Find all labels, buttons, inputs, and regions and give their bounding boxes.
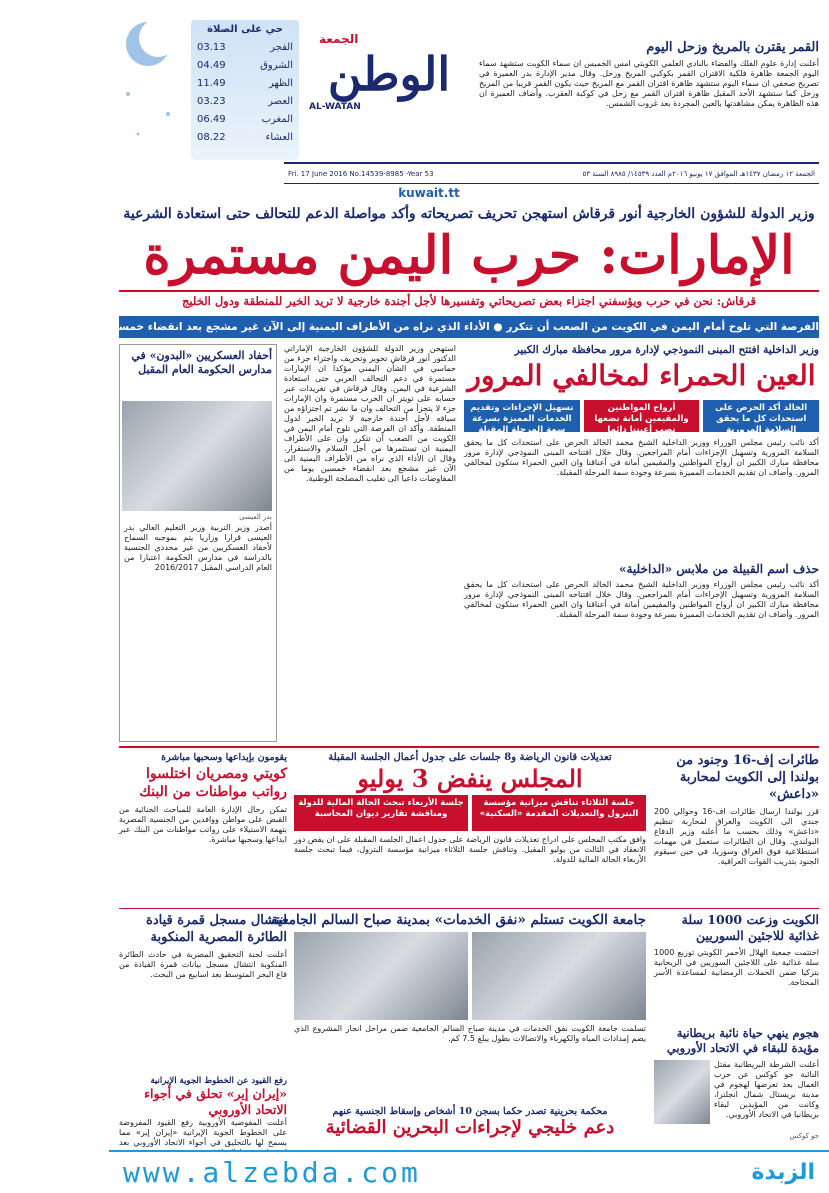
prayer-row: [197, 75, 293, 93]
iran-story: [119, 1076, 287, 1146]
prayer-time: 06.49: [197, 114, 226, 125]
traffic-kicker: وزير الداخلية افتتح المبنى النموذجي لإدارة مرور محافظة مبارك الكبير: [514, 344, 819, 356]
f16-body: قرر بولندا ارسال طائرات اف-16 وحوالي 200 جندي الى الكويت والعراق لمحاربة تنظيم «داعش» وذلك بحسب ما أعلنه وزير الدفاع البولندي. وقال ان الطائرات ستعمل في مهمات استطلاعية فوق العراق وسوريا، في حين سيقوم الجنود بتدريب القوات العراقية.: [654, 807, 820, 866]
prayer-time: 04.49: [197, 60, 226, 71]
prayer-name: العشاء: [265, 132, 293, 143]
prayer-time: 11.49: [197, 78, 226, 89]
prayer-row: [197, 93, 293, 111]
sidebar-headline: أحفاد العسكريين «البدون» في مدارس الحكومة العام المقبل: [131, 349, 272, 376]
moon-story-headline: القمر يقترن بالمريخ وزحل اليوم: [646, 40, 819, 55]
refugees-body: اختتمت جمعية الهلال الأحمر الكويتي توزيع 1000 سلة غذائية على اللاجئين السوريين في الريحانية بتركيا ضمن الحملات الرمضانية لمساعدة الأسر المحتاجة.: [654, 948, 819, 987]
prayer-row: [197, 39, 293, 57]
parliament-box-1: جلسة الثلاثاء تناقش ميزانية مؤسسة البترول والتعديلات المقدمة «السكنية»: [472, 795, 646, 831]
bullet-icon: ●: [489, 321, 503, 333]
traffic-story: [464, 344, 819, 744]
divider: [119, 746, 819, 748]
prayer-name: المغرب: [261, 114, 293, 125]
traffic-headline: العين الحمراء لمخالفي المرور: [467, 359, 816, 392]
prayer-name: الشروق: [260, 60, 293, 71]
website-label[interactable]: kuwait.tt: [398, 186, 460, 200]
traffic-subhead: حذف اسم القبيلة من ملابس «الداخلية»: [619, 562, 819, 576]
university-headline: جامعة الكويت تستلم «نفق الخدمات» بمدينة صباح السالم الجامعية: [270, 912, 646, 928]
university-photos: [294, 932, 646, 1020]
date-english: Fri. 17 June 2016 No.14539-8985 -Year 53: [288, 169, 434, 178]
prayer-name: الفجر: [270, 42, 293, 53]
footer-brand-text: الزبدة: [751, 1160, 815, 1185]
bank-kicker: يقومون بإيداعها وسحبها مباشرة: [161, 752, 287, 763]
uae-story-body: استهجن وزير الدولة للشؤون الخارجية الإماراتي الدكتور أنور قرقاش تحوير وتحريف واجتزاء جزء من حماسي في الشأن اليمني مؤكدا ان الإمارات مستمرة في دعم التحالف العربي حتى استعادة الشرعية في اليمن. وقال قرقاش في تغريدات عبر حسابه على تويتر ان الحرب مستمرة وان الإمارات جزء لا يتجزأ من التحالف وان ما نشر تم اجتزاؤه من سياقه لأجل أجندة خارجية لا تريد الخير لدول المنطقة. وأكد ان الفرصة التي تلوح أمام اليمن في الكويت من الصعب أن تتكرر وان على الأطراف اليمنية ان تستثمرها من أجل السلام والاستقرار. وقال ان الأداء الذي نراه من الأطراف اليمنية الى الآن غير مشجع بعد انقضاء خمسين يوما من المفاوضات داعيا الى تغليب المصلحة الوطنية.: [284, 344, 456, 483]
parliament-headline: المجلس ينفض 3 يوليو: [357, 764, 583, 793]
parliament-box-2: جلسة الأربعاء تبحث الحالة المالية للدولة ومناقشة تقارير ديوان المحاسبة: [294, 795, 468, 831]
parliament-kicker: تعديلات قانون الرياضة و8 جلسات على جدول أعمال الجلسة المقبلة: [328, 752, 612, 763]
prayer-row: [197, 57, 293, 75]
prayer-row: [197, 111, 293, 129]
prayer-title: حي على الصلاة: [207, 24, 283, 35]
uk-photo: [654, 1060, 710, 1124]
subhead-blue-bar: [0, 316, 819, 338]
day-label: الجمعة: [319, 32, 359, 46]
university-photo-1: [472, 932, 646, 1020]
prayer-time: 03.13: [197, 42, 226, 53]
kicker: وزير الدولة للشؤون الخارجية أنور قرقاش استهجن تحريف تصريحاته وأكد مواصلة الدعم للتحالف حتى استعادة الشرعية: [123, 206, 815, 222]
egyptair-headline: انتشال مسجل قمرة قيادة الطائرة المصرية المنكوبة: [146, 913, 287, 945]
refugees-story: [654, 912, 819, 1022]
traffic-box-2: أرواح المواطنين والمقيمين أمانة نضعها نصب أعيننا دائما: [584, 400, 700, 432]
moon-story-body: أعلنت إدارة علوم الفلك والفضاء بالنادي العلمي الكويتي امس الخميس ان سماء الكويت ستشهد سماء اليوم الجمعة ظاهرة فلكية الاقتران القمر بكوكبي المريخ وزحل. وقال مدير الإدارة بدر العميرة في تصريح صحفي ان سماء اليوم ستشهد ظاهرة اقتران القمر مع المريخ حيث يكون القمر قريبا من المريخ وزحل كما ستشهد الأحد المقبل ظاهرة اقتران القمر مع زحل في كوكبة العقرب. وأضاف العميرة ان هذه الظاهرة يمكن مشاهدتها بالعين المجردة بعد غروب الشمس.: [479, 59, 819, 108]
bahrain-headline: دعم خليجي لإجراءات البحرين القضائية: [325, 1117, 615, 1138]
parliament-body: وافق مكتب المجلس على ادراج تعديلات قانون الرياضة على جدول اعمال الجلسة المقبلة على ان يفض دور الانعقاد في الثالث من يوليو المقبل. وتناقش جلسة الثلاثاء ميزانية مؤسسة البترول، فيما تبحث جلسة الأربعاء الحالة المالية للدولة.: [294, 835, 646, 864]
bahrain-story: [294, 1106, 646, 1146]
prayer-row: [197, 129, 293, 147]
university-body: تسلمت جامعة الكويت نفق الخدمات في مدينة صباح السالم الجامعية ضمن مراحل انجاز المشروع الذي يضم إمدادات المياه والكهرباء والاتصالات بطول يبلغ 7.5 كم.: [294, 1024, 646, 1043]
main-headline: الإمارات: حرب اليمن مستمرة: [143, 225, 795, 286]
date-arabic: الجمعة ١٢ رمضان ١٤٣٧هـ الموافق ١٧ يونيو ٢٠١٦م العدد ١٤٥٣٩/ ٨٩٨٥ السنة ٥٣: [582, 169, 815, 178]
logo: [309, 32, 469, 122]
subhead-blue-1: الفرصة التي تلوح أمام اليمن في الكويت من الصعب أن تتكرر: [506, 321, 819, 333]
traffic-box-1: الخالد أكد الحرص على استحداث كل ما يحقق السلامة المرورية: [703, 400, 819, 432]
sidebar-story: [119, 344, 277, 742]
divider: [119, 908, 819, 909]
parliament-story: [294, 752, 646, 904]
egyptair-body: أعلنت لجنة التحقيق المصرية في حادث الطائرة المنكوبة انتشال مسجل بيانات قمرة القيادة من قاع البحر المتوسط بعد اسابيع من البحث.: [119, 950, 287, 979]
prayer-time: 03.23: [197, 96, 226, 107]
uk-headline: هجوم ينهي حياة نائبة بريطانية مؤيدة للبقاء في الاتحاد الأوروبي: [666, 1026, 819, 1055]
university-story: [270, 912, 646, 1102]
prayer-name: العصر: [268, 96, 293, 107]
bank-body: تمكن رجال الإدارة العامة للمباحث الجنائية من القبض على مواطن ووافدين من الجنسية المصرية بتهمة الاستيلاء على رواتب مواطنات من البنك عبر ايداعها وسحبها مباشرة.: [119, 805, 287, 844]
refugees-headline: الكويت وزعت 1000 سلة غذائية للاجئين السوريين: [681, 912, 819, 943]
traffic-body-continued: أكد نائب رئيس مجلس الوزراء ووزير الداخلية الشيخ محمد الخالد الحرص على استحداث كل ما يحقق السلامة المرورية وتسهيل الإجراءات أمام المراجعين. وقال خلال افتتاحه المبنى النموذجي لإدارة مرور محافظة مبارك الكبير ان أرواح المواطنين والمقيمين أمانة في أعناقنا وان العين الحمراء ستكون لمخالفي المرور. وأضاف ان تقديم الخدمات المميزة بسرعة وجودة سمة المرحلة المقبلة.: [464, 580, 819, 619]
moon-story: [479, 40, 819, 158]
uk-body: أعلنت الشرطة البريطانية مقتل النائبة جو كوكس عن حزب العمال بعد تعرضها لهجوم في مدينة بريستال شمال انجلترا، وكانت من المؤيدين لبقاء بريطانيا في الاتحاد الأوروبي.: [714, 1060, 819, 1119]
bank-story: [119, 752, 287, 904]
date-bar: [284, 162, 819, 184]
uk-story: [654, 1026, 819, 1144]
logo-arabic: الوطن: [327, 47, 451, 101]
bahrain-kicker: محكمة بحرينية تصدر حكما بسجن 10 أشخاص وإسقاط الجنسية عنهم: [332, 1106, 608, 1117]
parliament-boxes: [294, 795, 646, 831]
moon-decoration-icon: [113, 4, 183, 154]
footer-brand: [752, 1160, 815, 1185]
bank-headline: كويتي ومصريان اختلسوا رواتب مواطنات من البنك: [139, 766, 287, 800]
sidebar-body: أصدر وزير التربية وزير التعليم العالي بدر العيسى قرارا وزاريا يتم بموجبه السماح لأحفاد العسكريين من غير محددي الجنسية بالدراسة في مدارس الحكومة اعتبارا من العام الدراسي المقبل 2016/2017: [124, 523, 272, 572]
prayer-time: 08.22: [197, 132, 226, 143]
uk-content: [654, 1060, 819, 1132]
iran-kicker: رفع القيود عن الخطوط الجوية الإيرانية: [150, 1076, 287, 1086]
prayer-name: الظهر: [268, 78, 293, 89]
prayer-box: [191, 20, 299, 160]
subhead-red: قرقاش: نحن في حرب ويؤسفني اجتزاء بعض تصريحاتي وتفسيرها لأجل أجندة خارجية لا تريد الخير للمنطقة ودول الخليج: [182, 294, 756, 308]
logo-english: AL-WATAN: [309, 102, 361, 112]
sidebar-photo: [122, 401, 272, 511]
traffic-boxes: [464, 400, 819, 435]
university-photo-2: [294, 932, 468, 1020]
footer-bar: [109, 1150, 829, 1193]
iran-body: أعلنت المفوضية الأوروبية رفع القيود المفروضة على الخطوط الجوية الإيرانية «إيران إير» مما يسمح لها بالتحليق في أجواء الاتحاد الأوروبي بعد: [119, 1118, 287, 1147]
f16-headline: طائرات إف-16 وجنود من بولندا إلى الكويت لمحاربة «داعش»: [676, 753, 819, 802]
prayer-times-list: [197, 39, 293, 147]
footer-url[interactable]: www.alzebda.com: [123, 1156, 421, 1189]
sidebar-caption: بدر العيسى: [239, 513, 272, 521]
subhead-blue-2: الأداء الذي نراه من الأطراف اليمنية إلى الآن غير مشجع بعد انقضاء خمسين يوما من المفاوضات: [0, 321, 490, 333]
traffic-box-3: تسهيل الإجراءات وتقديم الخدمات المميزة بسرعة سمة المرحلة المقبلة: [464, 400, 580, 432]
uk-caption: جو كوكس: [789, 1132, 819, 1140]
egyptair-story: [119, 912, 287, 1072]
divider: [119, 290, 819, 292]
traffic-body: أكد نائب رئيس مجلس الوزراء ووزير الداخلية الشيخ محمد الخالد الحرص على استحداث كل ما يحقق السلامة المرورية وتسهيل الإجراءات أمام المراجعين. وقال خلال افتتاحه المبنى النموذجي لإدارة مرور محافظة مبارك الكبير ان أرواح المواطنين والمقيمين أمانة في أعناقنا وان العين الحمراء ستكون لمخالفي المرور. وأضاف ان تقديم الخدمات المميزة بسرعة وجودة سمة المرحلة المقبلة.: [464, 438, 819, 477]
iran-headline: «إيران إير» تحلق في أجواء الاتحاد الأوروبي: [144, 1086, 287, 1117]
f16-story: [654, 752, 819, 904]
